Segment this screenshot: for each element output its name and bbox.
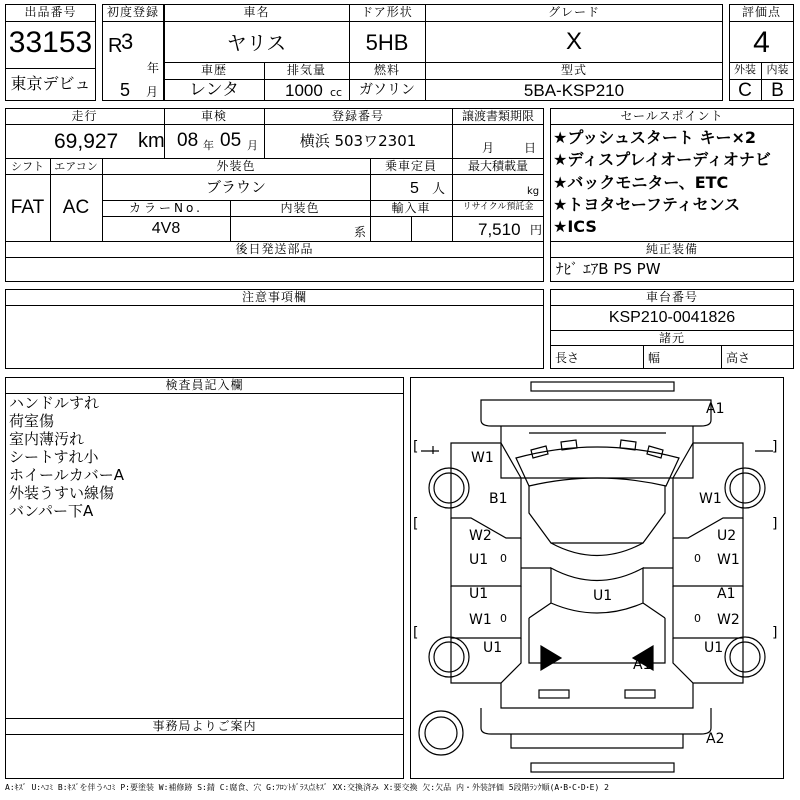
lot-no-label: 出品番号 [24,5,77,19]
equipment-label: 純正装備 [645,242,698,256]
color-no: 4V8 [151,220,181,237]
mark-zero: 0 [500,612,507,625]
mark-b1: B1 [489,491,508,507]
reg-no-label: 登録番号 [331,109,384,123]
mark-w1-right2: W1 [717,552,740,568]
car-damage-diagram [410,377,784,779]
mark-bracket-right: ] [772,439,778,455]
fuel: ガソリン [359,82,415,98]
interior-label: 内装 [766,63,789,76]
aircon-label: エアコン [54,160,98,173]
mark-u1-left4: U1 [483,640,503,656]
chassis-label: 車台番号 [645,290,698,304]
mark-bracket-right: ] [772,625,778,641]
mark-a1-bottom: A1 [633,657,652,673]
shift-label: シフト [11,160,44,173]
mark-w1-right: W1 [699,491,722,507]
inspector-line: ホイールカバーA [9,466,124,484]
mark-u1-left: U1 [469,552,489,568]
name-label: 車名 [243,5,270,19]
grade: X [565,28,582,55]
model-label: 型式 [560,63,587,77]
capacity-label: 乗車定員 [384,159,437,173]
mark-u1-center: U1 [593,588,613,604]
mark-a1-right3: A1 [717,586,736,602]
grade-label: グレード [547,5,600,19]
mileage: 69,927 [54,130,119,153]
color-no-label: カラーNo. [129,201,203,215]
mark-zero: 0 [500,552,507,565]
fuel-label: 燃料 [373,63,400,77]
inspection-month-unit: 月 [247,139,258,152]
transfer-month-unit: 月 [482,141,495,155]
inspector-line: 荷室傷 [9,412,55,430]
door-label: ドア形状 [361,5,413,19]
displacement: 1000 [285,81,323,100]
debut-label: 東京デビュ [10,74,91,93]
inspector-line: 外装うすい線傷 [9,484,115,502]
inspector-line: バンパー下A [9,502,94,520]
mark-w2-right3: W2 [717,612,740,628]
mark-a1-top: A1 [706,401,725,417]
notes-label: 注意事項欄 [241,290,307,304]
sales-label: セールスポイント [620,109,724,123]
max-load-label: 最大積載量 [467,159,528,173]
era-letter: R [108,35,123,57]
chassis-no: KSP210-0041826 [608,309,736,326]
inspector-line: 室内薄汚れ [9,430,85,448]
sales-item: ★ディスプレイオーディオナビ [553,150,771,169]
transfer-label: 譲渡書類期限 [461,109,534,123]
model: 5BA-KSP210 [523,81,625,100]
mark-bracket-left: [ [413,516,419,532]
legend: A:ｷｽﾞ U:ﾍｺﾐ B:ｷｽﾞを伴うﾍｺﾐ P:要塗装 W:補修跡 S:錆 C:腐食、穴 G:ﾌﾛﾝﾄｶﾞﾗｽ点ｷｽﾞ XX:交換済み X:要交換 欠:欠品 内・外装評価 5段階ﾗﾝｸ順(A･B･C･D･E) 2 [5,783,609,792]
mark-u1-right4: U1 [704,640,724,656]
mark-zero: 0 [694,552,701,565]
inspection-month: 05 [220,130,242,151]
inspection-year: 08 [177,130,199,151]
lot-no: 33153 [8,26,93,59]
door-type: 5HB [365,30,409,55]
history: レンタ [189,80,239,100]
mark-u2-right: U2 [717,528,737,544]
inspection-label: 車検 [200,109,227,123]
inspection-year-unit: 年 [203,139,214,152]
mark-w2-left: W2 [469,528,492,544]
inspector-line: シートすれ小 [9,448,99,466]
mark-zero: 0 [694,612,701,625]
spec-length: 長さ [555,351,580,365]
mark-bracket-left: [ [413,625,419,641]
mark-bracket-left: [ [413,439,419,455]
aircon: AC [62,197,90,218]
car-outline [411,378,783,778]
mileage-label: 走行 [71,109,98,123]
interior-score: B [771,80,784,101]
inspector-label: 検査員記入欄 [165,378,244,392]
reg-month: 5 [120,80,131,100]
recycle: 7,510 [478,220,521,239]
equipment-value: ﾅﾋﾞ ｴｱB PS PW [556,260,661,278]
mark-bracket-right: ] [772,516,778,532]
sales-item: ★プッシュスタート キー×2 [553,128,757,147]
later-parts-label: 後日発送部品 [235,242,314,256]
import-label: 輸入車 [391,201,431,215]
inspector-line: ハンドルすれ [9,394,100,412]
sales-item: ★バックモニター、ETC [553,173,729,192]
ext-color-label: 外装色 [216,159,256,173]
shift: FAT [10,197,45,218]
displacement-label: 排気量 [286,63,326,77]
mark-w1-left: W1 [471,450,494,466]
transfer-day-unit: 日 [524,141,537,155]
mileage-unit: km [138,130,165,152]
mark-w1-left3: W1 [469,612,492,628]
ext-color: ブラウン [205,178,266,196]
first-reg-label: 初度登録 [106,5,159,19]
sales-item: ★ICS [553,217,597,236]
month-unit: 月 [146,85,159,99]
era-year: 3 [121,29,134,54]
capacity: 5 [410,180,419,197]
spec-height: 高さ [726,351,751,365]
recycle-unit: 円 [530,223,543,237]
score-label: 評価点 [741,5,781,19]
office-label: 事務局よりご案内 [152,719,257,733]
recycle-label: リサイクル預託金 [462,202,534,212]
spec-width: 幅 [648,351,661,365]
reg-no: 横浜 503ワ2301 [299,132,417,150]
spec-label: 諸元 [658,331,685,345]
mark-u1-left2: U1 [469,586,489,602]
max-load-unit: kg [527,186,540,197]
score: 4 [753,26,770,59]
capacity-unit: 人 [432,182,446,197]
history-label: 車歴 [200,63,227,77]
sales-item: ★トヨタセーフティセンス [553,195,741,214]
year-unit: 年 [147,61,160,75]
exterior-label: 外装 [734,63,756,76]
cc-unit: cc [330,86,343,99]
int-color-unit: 系 [354,225,367,239]
car-name: ヤリス [226,31,287,55]
exterior-score: C [738,80,752,101]
int-color-label: 内装色 [280,201,320,215]
mark-a2: A2 [706,731,725,747]
